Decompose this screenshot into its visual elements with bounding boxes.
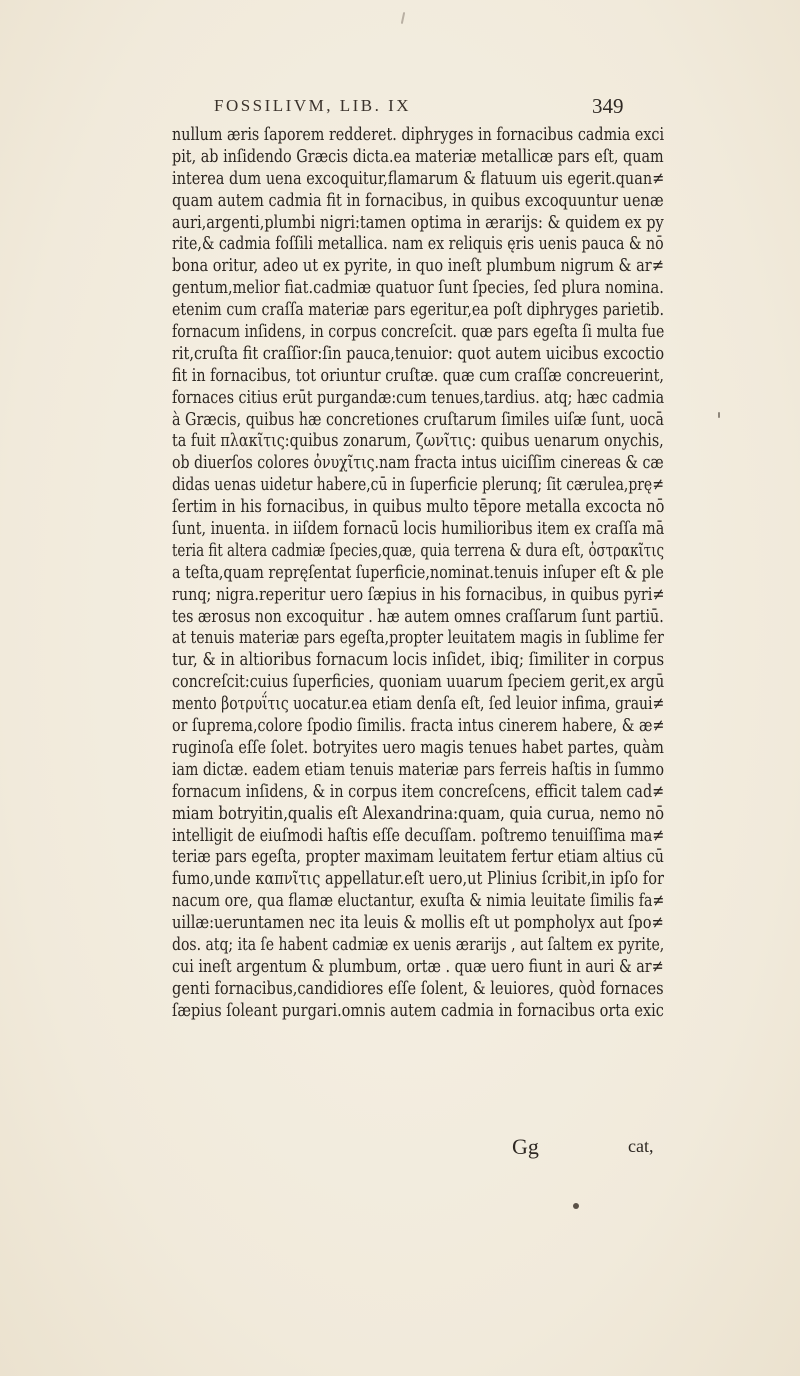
text-line: teriæ pars egeſta, propter maximam leuitatem fertur etiam altius cū	[172, 847, 664, 868]
signature-mark: Gg	[512, 1134, 539, 1159]
text-line: fornacum inſidens, in corpus concreſcit. quæ pars egeſta ſi multa fue	[172, 322, 665, 343]
text-line: bona oritur, adeo ut ex pyrite, in quo ineſt plumbum nigrum & ar≠	[172, 256, 664, 277]
text-line: iam dictæ. eadem etiam tenuis materiæ pars ferreis haſtis in ſummo	[172, 759, 665, 780]
text-line: miam botryitin,qualis eſt Alexandrina:quam, quia curua, nemo nō	[172, 803, 665, 824]
text-line: nacum ore, qua flamæ eluctantur, exuſta & nimia leuitate ſimilis fa≠	[172, 891, 665, 912]
running-head: FOSSILIVM, LIB. IX	[214, 96, 412, 115]
body-text	[172, 125, 664, 1023]
ink-spot	[573, 1203, 579, 1209]
text-line: etenim cum craſſa materiæ pars egeritur,ea poſt diphryges parietib.	[172, 300, 665, 321]
text-line: mento βοτρυΐτις uocatur.ea etiam denſa eſt, ſed leuior infima, graui≠	[172, 694, 665, 715]
text-line: interea dum uena excoquitur,flamarum & flatuum uis egerit.quan≠	[172, 168, 665, 189]
text-line: dos. atq; ita ſe habent cadmiæ ex uenis ærarijs , aut ſaltem ex pyrite,	[172, 934, 665, 955]
text-line: intelligit de eiuſmodi haſtis eſſe decuſſam. poſtremo tenuiſſima ma≠	[172, 825, 665, 846]
text-line: nullum æris ſaporem redderet. diphryges in fornacibus cadmia exci	[172, 125, 665, 145]
text-line: at tenuis materiæ pars egeſta,propter leuitatem magis in ſublime fer	[172, 628, 664, 649]
text-line: ta fuit πλακῖτις:quibus zonarum, ζωνῖτις: quibus uenarum onychis,	[172, 431, 664, 452]
text-line: pit, ab inſidendo Græcis dicta.ea materiæ metallicæ pars eſt, quam	[172, 146, 664, 167]
text-line: fit in fornacibus, tot oriuntur cruſtæ. quæ cum craſſæ concreuerint,	[172, 365, 664, 386]
text-line: fumo,unde καπνῖτις appellatur.eſt uero,ut Plinius ſcribit,in ipſo for	[172, 869, 664, 890]
text-line: quam autem cadmia fit in fornacibus, in quibus excoquuntur uenæ	[172, 190, 664, 211]
page-header	[0, 96, 800, 122]
text-line: fornaces citius erūt purgandæ:cum tenues,tardius. atq; hæc cadmia	[172, 387, 665, 408]
text-line: a teſta,quam repręſentat ſuperficie,nominat.tenuis inſuper eſt & ple	[172, 562, 664, 583]
text-line: ruginoſa eſſe ſolet. botryites uero magis tenues habet partes, quàm	[172, 737, 664, 758]
text-line: auri,argenti,plumbi nigri:tamen optima in ærarijs: & quidem ex py	[172, 212, 664, 233]
paper-mark	[401, 12, 405, 24]
text-line: teria fit altera cadmiæ ſpecies,quæ, quia terrena & dura eſt, ὀστρακῖτις	[172, 540, 665, 561]
text-line: ſunt, inuenta. in iiſdem fornacū locis humilioribus item ex craſſa mā	[172, 519, 665, 540]
text-line: runq; nigra.reperitur uero ſæpius in his fornacibus, in quibus pyri≠	[172, 584, 665, 605]
page-number: 349	[592, 94, 624, 118]
text-line: tes ærosus non excoquitur . hæ autem omnes craſſarum ſunt partiū.	[172, 606, 664, 627]
text-line: fornacum inſidens, & in corpus item concreſcens, efficit talem cad≠	[172, 781, 665, 802]
text-line: concreſcit:cuius ſuperficies, quoniam uuarum ſpeciem gerit,ex argū	[172, 672, 665, 693]
paper-mark	[718, 412, 720, 418]
text-line: ob diuerſos colores ὀνυχῖτις.nam fracta intus uiciſſim cinereas & cæ	[172, 453, 664, 474]
text-line: ſæpius ſoleant purgari.omnis autem cadmia in fornacibus orta exic	[172, 1000, 664, 1021]
page-footer	[0, 1134, 800, 1162]
text-line: gentum,melior fiat.cadmiæ quatuor ſunt ſpecies, ſed plura nomina.	[172, 278, 664, 299]
text-line: didas uenas uidetur habere,cū in ſuperficie plerunq; ſit cærulea,prę≠	[172, 475, 664, 496]
text-line: genti fornacibus,candidiores eſſe ſolent, & leuiores, quòd fornaces	[172, 978, 664, 999]
text-line: uillæ:ueruntamen nec ita leuis & mollis eſt ut pompholyx aut ſpo≠	[172, 913, 664, 934]
text-line: tur, & in altioribus fornacum locis inſidet, ibiq; ſimiliter in corpus	[172, 650, 665, 671]
text-line: ſertim in his fornacibus, in quibus multo tēpore metalla excocta nō	[172, 497, 665, 518]
text-line: rit,cruſta fit craſſior:ſin pauca,tenuior: quot autem uicibus excoctio	[172, 343, 665, 364]
catchword: cat,	[628, 1136, 654, 1156]
text-line: or ſuprema,colore ſpodio ſimilis. fracta intus cinerem habere, & æ≠	[172, 716, 665, 737]
text-line: à Græcis, quibus hæ concretiones cruſtarum ſimiles uiſæ ſunt, uocā	[172, 409, 664, 430]
text-line: cui ineſt argentum & plumbum, ortæ . quæ uero fiunt in auri & ar≠	[172, 956, 664, 977]
text-line: rite,& cadmia foſſili metallica. nam ex reliquis ęris uenis pauca & nō	[172, 234, 664, 255]
